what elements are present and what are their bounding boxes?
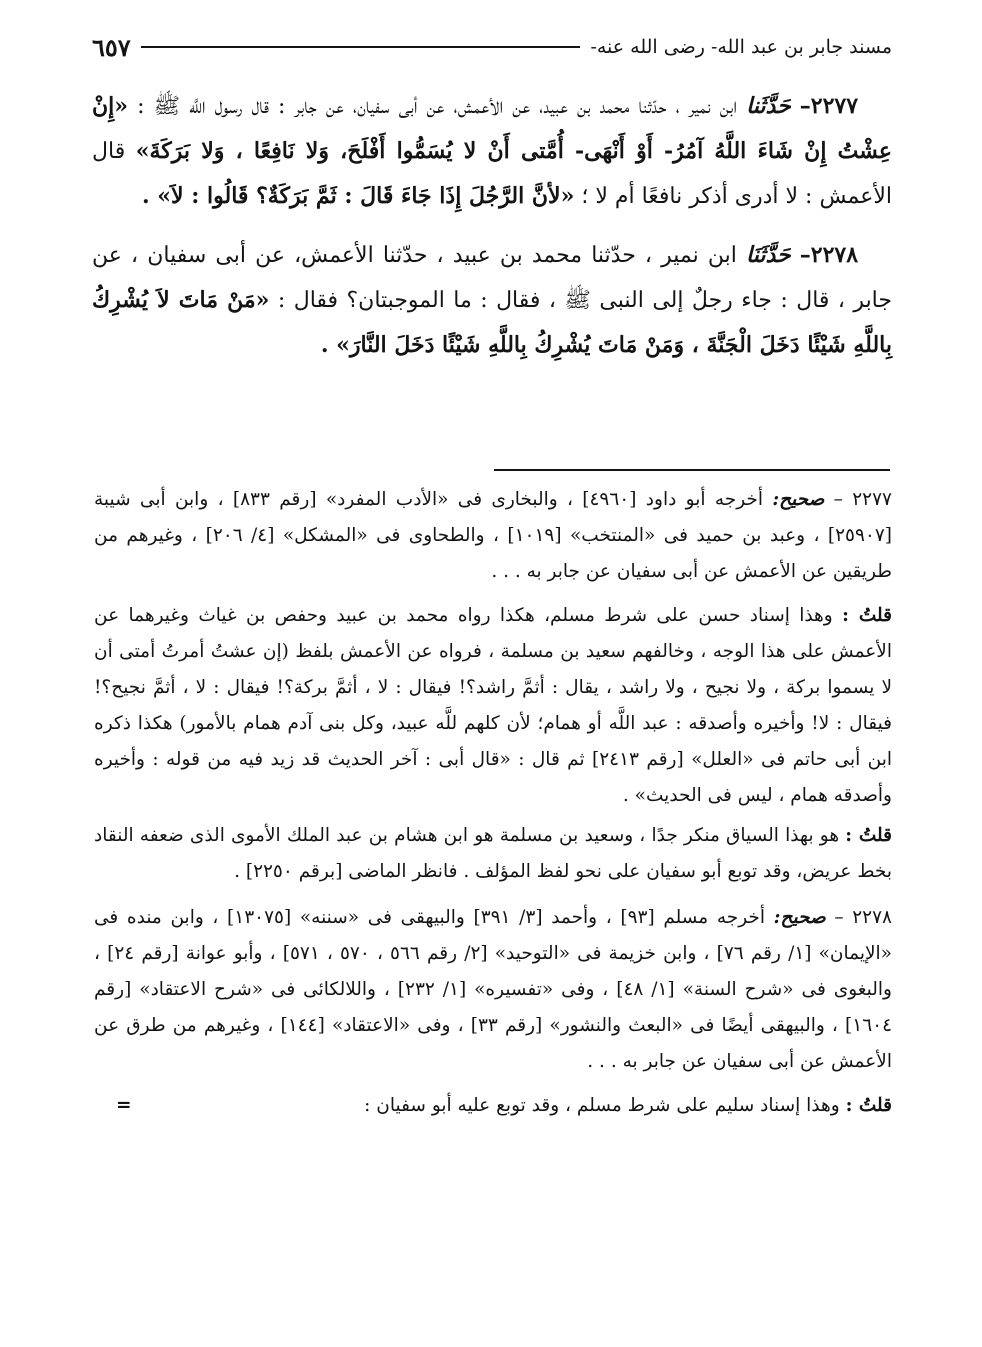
hadith-number: ٢٢٧٧: [810, 93, 859, 119]
page-number: ٦٥٧: [92, 32, 131, 62]
isnad-text: ابن نمير ، حدّثنا محمد بن عبيد، عن الأعمش، عن أبى سفيان، عن جابر : قال رسول اللَّه ﷺ :: [137, 94, 738, 119]
narration-word: حَدَّثَنَا: [746, 242, 791, 268]
footnote-note: [94, 598, 892, 814]
note-text: وهذا إسناد سليم على شرط مسلم ، وقد توبع عليه أبو سفيان :: [364, 1095, 840, 1116]
note-label: قلتُ :: [845, 1095, 892, 1116]
footnote-separator: [494, 469, 890, 471]
commentary-text: قال الأعمش : لا أدرى أذكر نافعًا أم لا ؛: [92, 139, 892, 209]
note-text: هو بهذا السياق منكر جدًا ، وسعيد بن مسلمة هو ابن هشام بن عبد الملك الأموى الذى ضعفه النقاد بخط عريض، وقد توبع أبو سفيان على نحو لفظ المؤلف . فانظر الماضى [برقم ٢٢٥٠] .: [94, 825, 892, 882]
matn-text-2: «لأنَّ الرَّجُلَ إِذَا جَاءَ قَالَ : ثَمَّ بَرَكَةٌ؟ قَالُوا : لاَ» .: [141, 183, 575, 209]
footnote-text: أخرجه مسلم [٩٣] ، وأحمد [٣/ ٣٩١] والبيهقى فى «سننه» [١٣٠٧٥] ، وابن منده فى «الإيمان» [١/ رقم ٧٦] ، وابن خزيمة فى «التوحيد» [٢/ رقم ٥٦٦ ، ٥٧٠ ، ٥٧١] ، وأبو عوانة [رقم ٢٤] ، والبغوى فى «شرح السنة» [١/ ٤٨] ، وفى «تفسيره» [١/ ٢٣٢] ، واللالكائى فى «شرح الاعتقاد» [رقم ١٦٠٤] ، والبيهقى أيضًا فى «البعث والنشور» [رقم ٣٣] ، وفى «الاعتقاد» [١٤٤] ، وغيرهم من طرق عن الأعمش عن أبى سفيان عن جابر به . . .: [94, 907, 893, 1072]
main-text: [92, 84, 892, 382]
note-label: قلتُ :: [845, 825, 892, 846]
footnote-text: أخرجه أبو داود [٤٩٦٠] ، والبخارى فى «الأدب المفرد» [رقم ٨٣٣] ، وابن أبى شيبة [٢٥٩٠٧] ، وعبد بن حميد فى «المنتخب» [١٠١٩] ، والطحاوى فى «المشكل» [٤/ ٢٠٦] ، وغيرهم من طريقين عن الأعمش عن أبى سفيان عن جابر به . . .: [94, 489, 893, 582]
hadith-separator: –: [799, 93, 811, 119]
footnote: ٢٢٧٨ – صحيح: أخرجه مسلم [٩٣] ، وأحمد [٣/ ٣٩١] والبيهقى فى «سننه» [١٣٠٧٥] ، وابن منده فى «الإيمان» [١/ رقم ٧٦] ، وابن خزيمة فى «التوحيد» [٢/ رقم ٥٦٦ ، ٥٧٠ ، ٥٧١] ، وأبو عوانة [رقم ٢٤] ، والبغوى فى «شرح السنة» [١/ ٤٨] ، وفى «تفسيره» [١/ ٢٣٢] ، واللالكائى فى «شرح الاعتقاد» [رقم ١٦٠٤] ، والبيهقى أيضًا فى «البعث والنشور» [رقم ٣٣] ، وفى «الاعتقاد» [١٤٤] ، وغيرهم من طرق عن الأعمش عن أبى سفيان عن جابر به . . .: [94, 907, 893, 1072]
hadith-paragraph: [92, 84, 892, 219]
hadith-separator: –: [799, 242, 811, 268]
footnote-note: [94, 1088, 892, 1124]
footnote-number: ٢٢٧٧: [852, 489, 892, 510]
note-label: قلتُ :: [842, 605, 893, 626]
continuation-mark: =: [116, 1095, 132, 1116]
footnote-grade: صحيح:: [773, 907, 826, 928]
matn-text: «مَنْ مَاتَ لاَ يُشْرِكُ بِاللَّهِ شَيْئًا دَخَلَ الْجَنَّةَ ، وَمَنْ مَاتَ يُشْرِكُ بِاللَّهِ شَيْئًا دَخَلَ النَّارَ» .: [92, 287, 892, 358]
header-rule: [141, 46, 581, 48]
matn-text: «إِنْ عِشْتُ إِنْ شَاءَ اللَّهُ آمُرُ- أَوْ أَنْهَى- أُمَّتى أَنْ لا يُسَمُّوا أَفْلَحَ، وَلا نَافِعًا ، وَلا بَرَكَةَ»: [92, 93, 892, 164]
hadith-paragraph: [92, 233, 892, 368]
running-title: مسند جابر بن عبد الله- رضى الله عنه-: [590, 36, 892, 58]
footnote-note: [94, 818, 892, 890]
footnotes: [94, 482, 892, 1128]
footnote-grade: صحيح:: [772, 489, 825, 510]
footnote-number: ٢٢٧٨: [852, 907, 892, 928]
narration-word: حَدَّثَنا: [746, 93, 791, 119]
note-text: وهذا إسناد حسن على شرط مسلم، هكذا رواه محمد بن عبيد وحفص بن غياث وغيرهما عن الأعمش على هذا الوجه ، وخالفهم سعيد بن مسلمة ، فرواه عن الأعمش بلفظ (إن عشتُ أمرتُ أمتى أن لا يسموا بركة ، ولا نجيح ، ولا راشد ، يقال : أثمَّ راشد؟! فيقال : لا ، أثمَّ بركة؟! فيقال : لا ، أثمَّ نجيح؟! فيقال : لا! وأخيره وأصدقه : عبد اللَّه أو همام؛ لأن كلهم للَّه عبيد، وكل بنى آدم همام بالأمور) هكذا ذكره ابن أبى حاتم فى «العلل» [رقم ٢٤١٣] ثم قال : «قال أبى : آخر الحديث قد زيد فيه من قوله : وأخيره وأصدقه همام ، ليس فى الحديث» .: [94, 605, 892, 806]
running-header: [92, 30, 892, 64]
footnote: ٢٢٧٧ – صحيح: أخرجه أبو داود [٤٩٦٠] ، والبخارى فى «الأدب المفرد» [رقم ٨٣٣] ، وابن أبى شيبة [٢٥٩٠٧] ، وعبد بن حميد فى «المنتخب» [١٠١٩] ، والطحاوى فى «المشكل» [٤/ ٢٠٦] ، وغيرهم من طريقين عن الأعمش عن أبى سفيان عن جابر به . . .: [94, 489, 893, 582]
hadith-number: ٢٢٧٨: [810, 242, 859, 268]
isnad-text: ابن نمير ، حدّثنا محمد بن عبيد ، حدّثنا الأعمش، عن أبى سفيان ، عن جابر ، قال : جاء رجلٌ إلى النبى ﷺ ، فقال : ما الموجبتان؟ فقال :: [92, 243, 892, 313]
